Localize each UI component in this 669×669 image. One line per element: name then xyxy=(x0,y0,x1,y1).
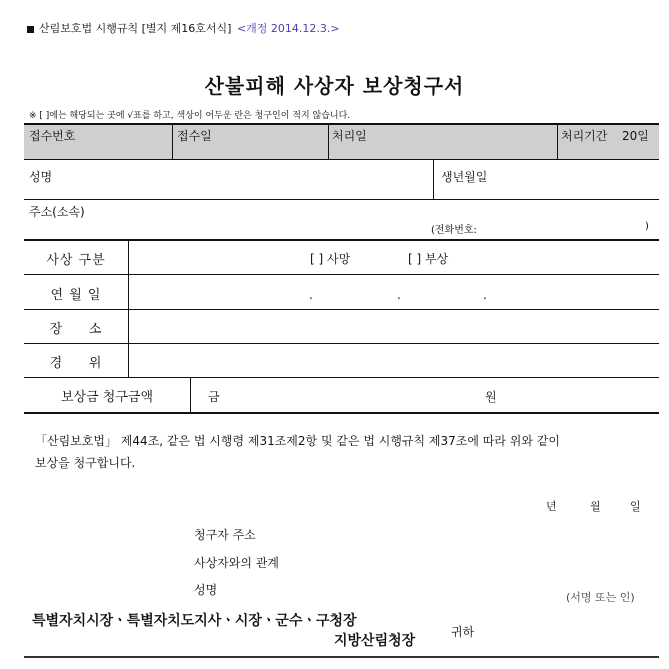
day-label: 일 xyxy=(630,500,641,513)
row-divider xyxy=(24,377,659,378)
phone-close: ) xyxy=(645,221,649,232)
form-ref-text: 산림보호법 시행규칙 [별지 제16호서식] xyxy=(39,22,232,35)
phone-label: (전화번호: xyxy=(431,225,477,236)
details-label: 경 위 xyxy=(49,356,103,371)
month-label: 월 xyxy=(590,500,601,513)
name-row-bottom xyxy=(24,199,659,200)
row-divider xyxy=(24,309,659,310)
statement-line-2: 보상을 청구합니다. xyxy=(35,456,136,470)
injury-checkbox[interactable]: [ ] 부상 xyxy=(408,252,449,266)
row-divider xyxy=(24,343,659,344)
amount-label: 보상금 청구금액 xyxy=(60,390,154,405)
signer-name-label: 성명 xyxy=(194,583,218,597)
place-label: 장 소 xyxy=(49,322,103,337)
claimant-address-label: 청구자 주소 xyxy=(194,528,256,542)
receipt-date-label: 접수일 xyxy=(177,129,212,143)
signature-hint: (서명 또는 인) xyxy=(566,591,635,604)
birthdate-label: 생년월일 xyxy=(441,170,488,184)
date-separator: . xyxy=(483,288,487,302)
date-separator: . xyxy=(309,288,313,302)
page-title: 산불피해 사상자 보상청구서 xyxy=(204,74,465,98)
divider xyxy=(172,125,173,159)
date-label: 연 월 일 xyxy=(50,288,102,303)
instruction-note: ※ [ ]에는 해당되는 곳에 √표를 하고, 색상이 어두운 란은 청구인이 적지 않습니다. xyxy=(29,111,351,121)
death-checkbox[interactable]: [ ] 사망 xyxy=(310,252,351,266)
relation-label: 사상자와의 관계 xyxy=(194,556,279,570)
statement-line-1: 「산림보호법」 제44조, 같은 법 시행령 제31조제2항 및 같은 법 시행규칙 제37조에 따라 위와 같이 xyxy=(35,434,560,448)
form-reference xyxy=(27,20,340,36)
receipt-number-label: 접수번호 xyxy=(29,129,76,143)
address-label: 주소(소속) xyxy=(29,205,85,219)
year-label: 년 xyxy=(546,500,557,513)
amount-unit: 원 xyxy=(485,390,497,404)
office-row-bottom xyxy=(24,159,659,160)
divider xyxy=(328,125,329,159)
recipient-suffix: 귀하 xyxy=(451,625,475,639)
revision-note: <개정 2014.12.3.> xyxy=(236,22,340,35)
table-top-border xyxy=(24,123,659,125)
date-separator: . xyxy=(397,288,401,302)
divider xyxy=(433,160,434,199)
casualty-type-label: 사상 구분 xyxy=(46,253,106,268)
table-bottom-border xyxy=(24,412,659,414)
processed-date-label: 처리일 xyxy=(332,129,367,143)
claimant-name-label: 성명 xyxy=(29,170,53,184)
amount-divider xyxy=(190,378,191,412)
row-divider xyxy=(24,274,659,275)
divider xyxy=(557,125,558,159)
amount-prefix: 금 xyxy=(208,390,220,404)
claimant-section-bottom xyxy=(24,239,659,241)
recipient-line-2: 지방산림청장 xyxy=(334,633,416,649)
processing-period-value: 20일 xyxy=(622,129,649,143)
recipient-line-1: 특별자치시장ㆍ특별자치도지사ㆍ시장ㆍ군수ㆍ구청장 xyxy=(32,613,357,629)
square-bullet-icon xyxy=(27,26,34,33)
processing-period-label: 처리기간 xyxy=(561,129,608,143)
page-bottom-border xyxy=(24,656,659,658)
